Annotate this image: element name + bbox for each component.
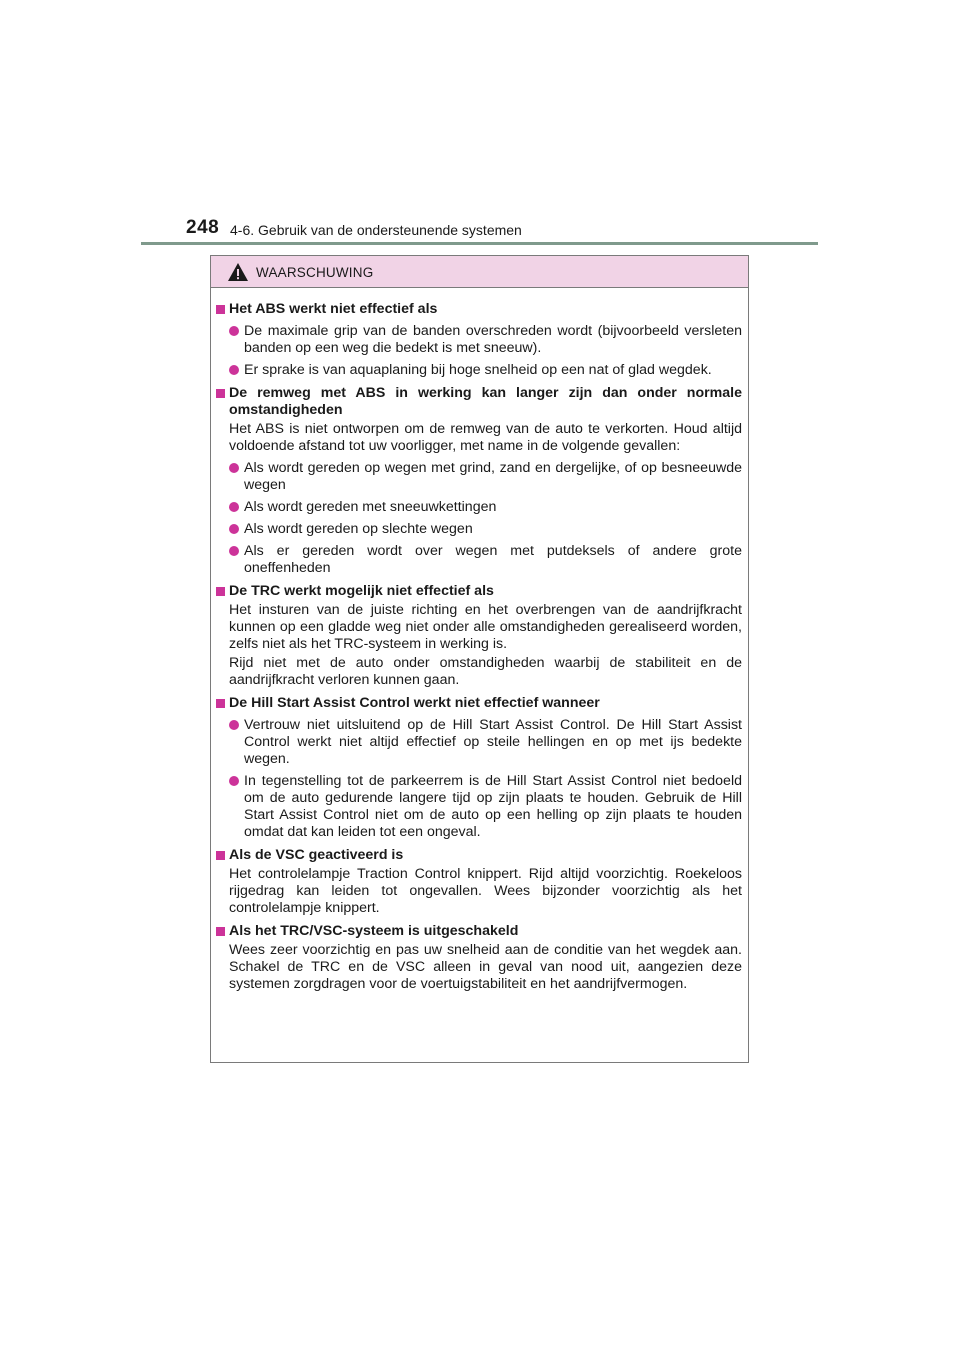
section-paragraph: Rijd niet met de auto onder omstandigheden waarbij de stabiliteit en de aandrijfkracht verloren kunnen gaan. [229,655,742,688]
warning-triangle-icon [227,262,249,282]
section-heading-text: De TRC werkt mogelijk niet effectief als [229,583,494,599]
round-bullet-icon [229,365,239,375]
bullet-item [229,543,742,577]
bullet-text: Als er gereden wordt over wegen met putdeksels of andere grote oneffenheden [244,543,742,576]
header-divider [141,242,818,245]
square-bullet-icon [216,305,225,314]
warning-section [216,695,742,841]
bullet-text: Vertrouw niet uitsluitend op de Hill Start Assist Control. De Hill Start Assist Control werkt niet altijd effectief op steile hellingen en op met ijs bedekte wegen. [244,717,742,767]
square-bullet-icon [216,851,225,860]
square-bullet-icon [216,927,225,936]
section-title: 4-6. Gebruik van de ondersteunende systemen [230,222,522,238]
bullet-text: Als wordt gereden op wegen met grind, zand en dergelijke, of op besneeuwde wegen [244,460,742,493]
section-heading [216,695,742,712]
square-bullet-icon [216,587,225,596]
section-heading [216,847,742,864]
section-heading [216,385,742,419]
section-heading-text: Als het TRC/VSC-systeem is uitgeschakeld [229,923,519,939]
warning-body [211,288,748,993]
section-paragraph: Wees zeer voorzichtig en pas uw snelheid aan de conditie van het wegdek aan. Schakel de TRC en de VSC alleen in geval van nood uit, aangezien deze systemen zorgdragen voor de voertuigstabiliteit en het aandrijfvermogen. [229,942,742,992]
bullet-item [229,521,742,538]
round-bullet-icon [229,463,239,473]
warning-section [216,301,742,379]
round-bullet-icon [229,326,239,336]
warning-section [216,583,742,689]
round-bullet-icon [229,720,239,730]
section-heading-text: De remweg met ABS in werking kan langer zijn dan onder normale omstandigheden [229,385,742,418]
bullet-text: Er sprake is van aquaplaning bij hoge snelheid op een nat of glad wegdek. [244,362,712,378]
warning-section [216,385,742,577]
round-bullet-icon [229,502,239,512]
warning-section [216,847,742,917]
section-heading [216,923,742,940]
bullet-text: De maximale grip van de banden overschreden wordt (bijvoorbeeld versleten banden op een weg die bedekt is met sneeuw). [244,323,742,356]
warning-section [216,923,742,993]
round-bullet-icon [229,776,239,786]
section-heading [216,583,742,600]
square-bullet-icon [216,389,225,398]
bullet-item [229,773,742,841]
round-bullet-icon [229,546,239,556]
warning-label: WAARSCHUWING [256,265,374,280]
page-number: 248 [186,217,220,238]
square-bullet-icon [216,699,225,708]
section-paragraph: Het ABS is niet ontworpen om de remweg van de auto te verkorten. Houd altijd voldoende afstand tot uw voorligger, met name in de volgende gevallen: [229,421,742,454]
section-heading [216,301,742,318]
bullet-item [229,460,742,494]
bullet-text: Als wordt gereden met sneeuwkettingen [244,499,497,515]
bullet-text: Als wordt gereden op slechte wegen [244,521,473,537]
section-heading-text: Het ABS werkt niet effectief als [229,301,438,317]
bullet-item [229,362,742,379]
section-paragraph: Het insturen van de juiste richting en het overbrengen van de aandrijfkracht kunnen op een gladde weg niet onder alle omstandigheden gerealiseerd worden, zelfs niet als het TRC-systeem in werking is. [229,602,742,652]
bullet-item [229,717,742,768]
section-paragraph: Het controlelampje Traction Control knippert. Rijd altijd voorzichtig. Roekeloos rijgedrag kan leiden tot ongevallen. Wees bijzonder voorzichtig als het controlelampje knippert. [229,866,742,916]
bullet-text: In tegenstelling tot de parkeerrem is de Hill Start Assist Control niet bedoeld om de auto gedurende langere tijd op zijn plaats te houden. Gebruik de Hill Start Assist Control niet om de auto op een helling op zijn plaats te houden omdat dat kan leiden tot een ongeval. [244,773,742,840]
bullet-item [229,499,742,516]
section-heading-text: Als de VSC geactiveerd is [229,847,404,863]
round-bullet-icon [229,524,239,534]
warning-box [210,255,749,1063]
bullet-item [229,323,742,357]
section-heading-text: De Hill Start Assist Control werkt niet effectief wanneer [229,695,600,711]
warning-header [211,256,748,288]
